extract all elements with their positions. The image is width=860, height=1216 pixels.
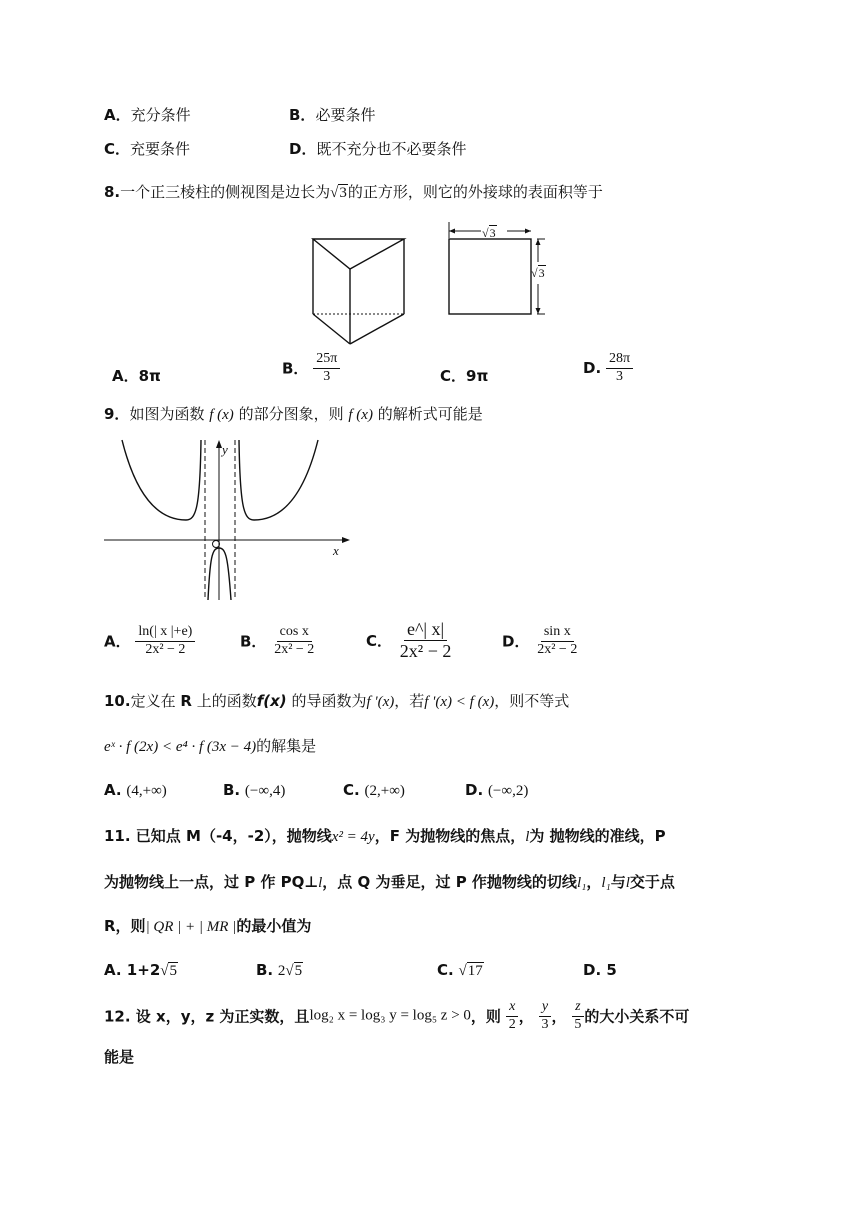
numerator: e^| x| [404, 620, 447, 641]
stem-text: ， [586, 873, 602, 891]
stem-text: 如图为函数 [129, 405, 205, 423]
q8-option-a [112, 365, 161, 386]
y-axis-label: y [222, 442, 228, 457]
stem-text: ，则 [470, 1007, 501, 1026]
q12-line1 [104, 1000, 689, 1032]
numerator: 28π [606, 352, 633, 369]
math-fx: f(x) [256, 692, 287, 710]
numerator: y [539, 1000, 551, 1017]
option-letter: C. [343, 781, 360, 799]
q11-line1 [104, 825, 666, 846]
q8-option-c [440, 365, 488, 386]
stem-text: 与 [610, 873, 626, 891]
option-letter: B． [240, 632, 267, 651]
fraction [397, 620, 455, 661]
q8-option-b [282, 352, 340, 384]
math-inequality: eˣ · f (2x) < e⁴ · f (3x − 4) [104, 739, 257, 755]
denominator: 3 [323, 368, 331, 384]
function-graph [104, 438, 364, 600]
fraction [606, 352, 633, 384]
stem-text: 为 抛物线的准线，P [529, 827, 666, 845]
option-value: 8π [138, 367, 161, 385]
q10-option-a [104, 781, 167, 800]
q7-option-c [104, 138, 190, 159]
option-value: 9π [466, 367, 489, 385]
stem-text: 的解析式可能是 [377, 405, 483, 423]
q8-option-d [583, 352, 633, 384]
stem-text: ，则不等式 [494, 692, 570, 710]
prism-figure [310, 236, 410, 346]
denominator: 3 [541, 1016, 549, 1032]
denominator: 2x² − 2 [274, 641, 315, 657]
radicand: 3 [339, 185, 347, 201]
stem-text: 上的函数 [196, 692, 257, 710]
fraction [571, 1000, 584, 1032]
fraction [135, 625, 195, 657]
stem-text: 定义在 [130, 692, 176, 710]
separator: ， [551, 1007, 567, 1026]
q7-option-b [289, 104, 375, 125]
stem-text: 的正方形，则它的外接球的表面积等于 [347, 183, 603, 201]
option-text: D. 5 [583, 961, 617, 979]
denominator: 2 [508, 1016, 516, 1032]
math-parabola: x² = 4y [331, 829, 375, 845]
denominator: 2x² − 2 [537, 641, 578, 657]
stem-text: 的部分图象，则 [238, 405, 344, 423]
question-number: 9． [104, 405, 130, 423]
option-text: A. 1+2 [104, 961, 161, 979]
stem-text: 为抛物线上一点，过 P 作 PQ⊥ [104, 873, 319, 891]
math-expression: | QR | + | MR | [145, 919, 237, 935]
option-letter: C． [104, 140, 131, 158]
stem-text: 的最小值为 [236, 917, 312, 935]
stem-text: 的大小关系不可 [584, 1007, 690, 1026]
radicand: 3 [538, 266, 545, 280]
q10-option-d [465, 781, 528, 800]
numerator: ln(| x |+e) [135, 625, 195, 642]
stem-text: ，点 Q 为垂足，过 P 作抛物线的切线 [322, 873, 577, 891]
numerator: sin x [541, 625, 574, 642]
q11-option-a: A. 1+2√5 [104, 961, 177, 979]
option-letter: D． [289, 140, 317, 158]
q11-option-d [583, 961, 617, 979]
option-letter: C． [440, 367, 467, 385]
fraction [539, 1000, 552, 1032]
math-l: l [525, 829, 530, 845]
stem-text: 交于点 [629, 873, 675, 891]
option-letter: A． [104, 632, 131, 651]
q7-option-a [104, 104, 191, 125]
option-letter: C. [437, 961, 454, 979]
numerator: z [572, 1000, 583, 1017]
math-fx: f (x) [348, 407, 373, 423]
fraction [313, 352, 340, 384]
option-value: (2,+∞) [364, 783, 405, 799]
separator: ， [518, 1007, 534, 1026]
q11-line3 [104, 915, 311, 936]
option-text: 必要条件 [315, 106, 376, 124]
q9-option-a [104, 625, 195, 657]
option-letter: C． [366, 631, 393, 650]
math-l: l [625, 875, 630, 891]
q7-option-d [289, 138, 466, 159]
denominator: 5 [574, 1016, 582, 1032]
option-text: 既不充分也不必要条件 [316, 140, 467, 158]
stem-text: 12. 设 x，y，z 为正实数，且 [104, 1007, 310, 1026]
math-l1: l₁ [601, 875, 611, 891]
q9-option-d [502, 625, 580, 657]
option-letter: B. [223, 781, 241, 799]
question-number: 10. [104, 692, 131, 710]
option-letter: A. [104, 781, 122, 799]
fraction [534, 625, 580, 657]
numerator: 25π [313, 352, 340, 369]
option-value: (−∞,2) [487, 783, 529, 799]
q9-stem [104, 403, 483, 424]
stem-text: 的解集是 [256, 737, 317, 755]
set-R: R [180, 692, 192, 710]
option-text: 充要条件 [130, 140, 191, 158]
radicand: 17 [467, 963, 483, 979]
sqrt-expression: √3 [330, 185, 347, 201]
radicand: 3 [489, 226, 496, 240]
math-logs: log₂ x = log₃ y = log₅ z > 0 [309, 1007, 471, 1024]
q11-line2 [104, 871, 675, 892]
option-letter: B. [256, 961, 274, 979]
math-condition: f '(x) < f (x) [424, 694, 495, 710]
option-letter: B． [282, 359, 309, 378]
option-value: (−∞,4) [244, 783, 286, 799]
q10-stem-line1 [104, 690, 569, 711]
math-l1: l₁ [576, 875, 587, 891]
side-dimension-label: √3 [531, 266, 545, 280]
fraction [506, 1000, 519, 1032]
q8-stem [104, 181, 603, 202]
option-letter: A． [112, 367, 139, 385]
math-fprime: f '(x) [366, 694, 395, 710]
q11-option-b: B. 2√5 [256, 961, 303, 979]
q10-option-c [343, 781, 405, 800]
coefficient: 2 [277, 963, 286, 979]
q9-option-b [240, 625, 317, 657]
q9-option-c [366, 620, 454, 661]
q11-option-c: C. √17 [437, 961, 483, 979]
math-fx: f (x) [209, 407, 234, 423]
option-letter: D. [465, 781, 484, 799]
q10-option-b [223, 781, 285, 800]
option-value: (4,+∞) [126, 783, 167, 799]
stem-text: 一个正三棱柱的侧视图是边长为 [120, 183, 331, 201]
denominator: 2x² − 2 [145, 641, 186, 657]
option-text: 充分条件 [130, 106, 191, 124]
denominator: 3 [615, 368, 623, 384]
q10-stem-line2 [104, 735, 316, 756]
math-l: l [318, 875, 323, 891]
numerator: cos x [277, 625, 312, 642]
top-dimension-label: √3 [482, 226, 496, 240]
stem-text: ，F 为抛物线的焦点， [374, 827, 526, 845]
denominator: 2x² − 2 [399, 640, 452, 661]
option-letter: D． [502, 632, 530, 651]
x-axis-label: x [333, 543, 339, 558]
question-number: 8. [104, 183, 121, 201]
stem-text: ，若 [394, 692, 425, 710]
option-letter: D. [583, 359, 602, 378]
fraction [271, 625, 317, 657]
numerator: x [506, 1000, 518, 1017]
option-letter: A． [104, 106, 131, 124]
stem-text: R，则 [104, 917, 146, 935]
radicand: 5 [294, 963, 303, 979]
radicand: 5 [169, 963, 177, 979]
stem-text: 的导函数为 [291, 692, 367, 710]
stem-text: 11. 已知点 M（-4，-2），抛物线 [104, 827, 332, 845]
option-letter: B． [289, 106, 316, 124]
q12-line2: 能是 [104, 1048, 135, 1066]
